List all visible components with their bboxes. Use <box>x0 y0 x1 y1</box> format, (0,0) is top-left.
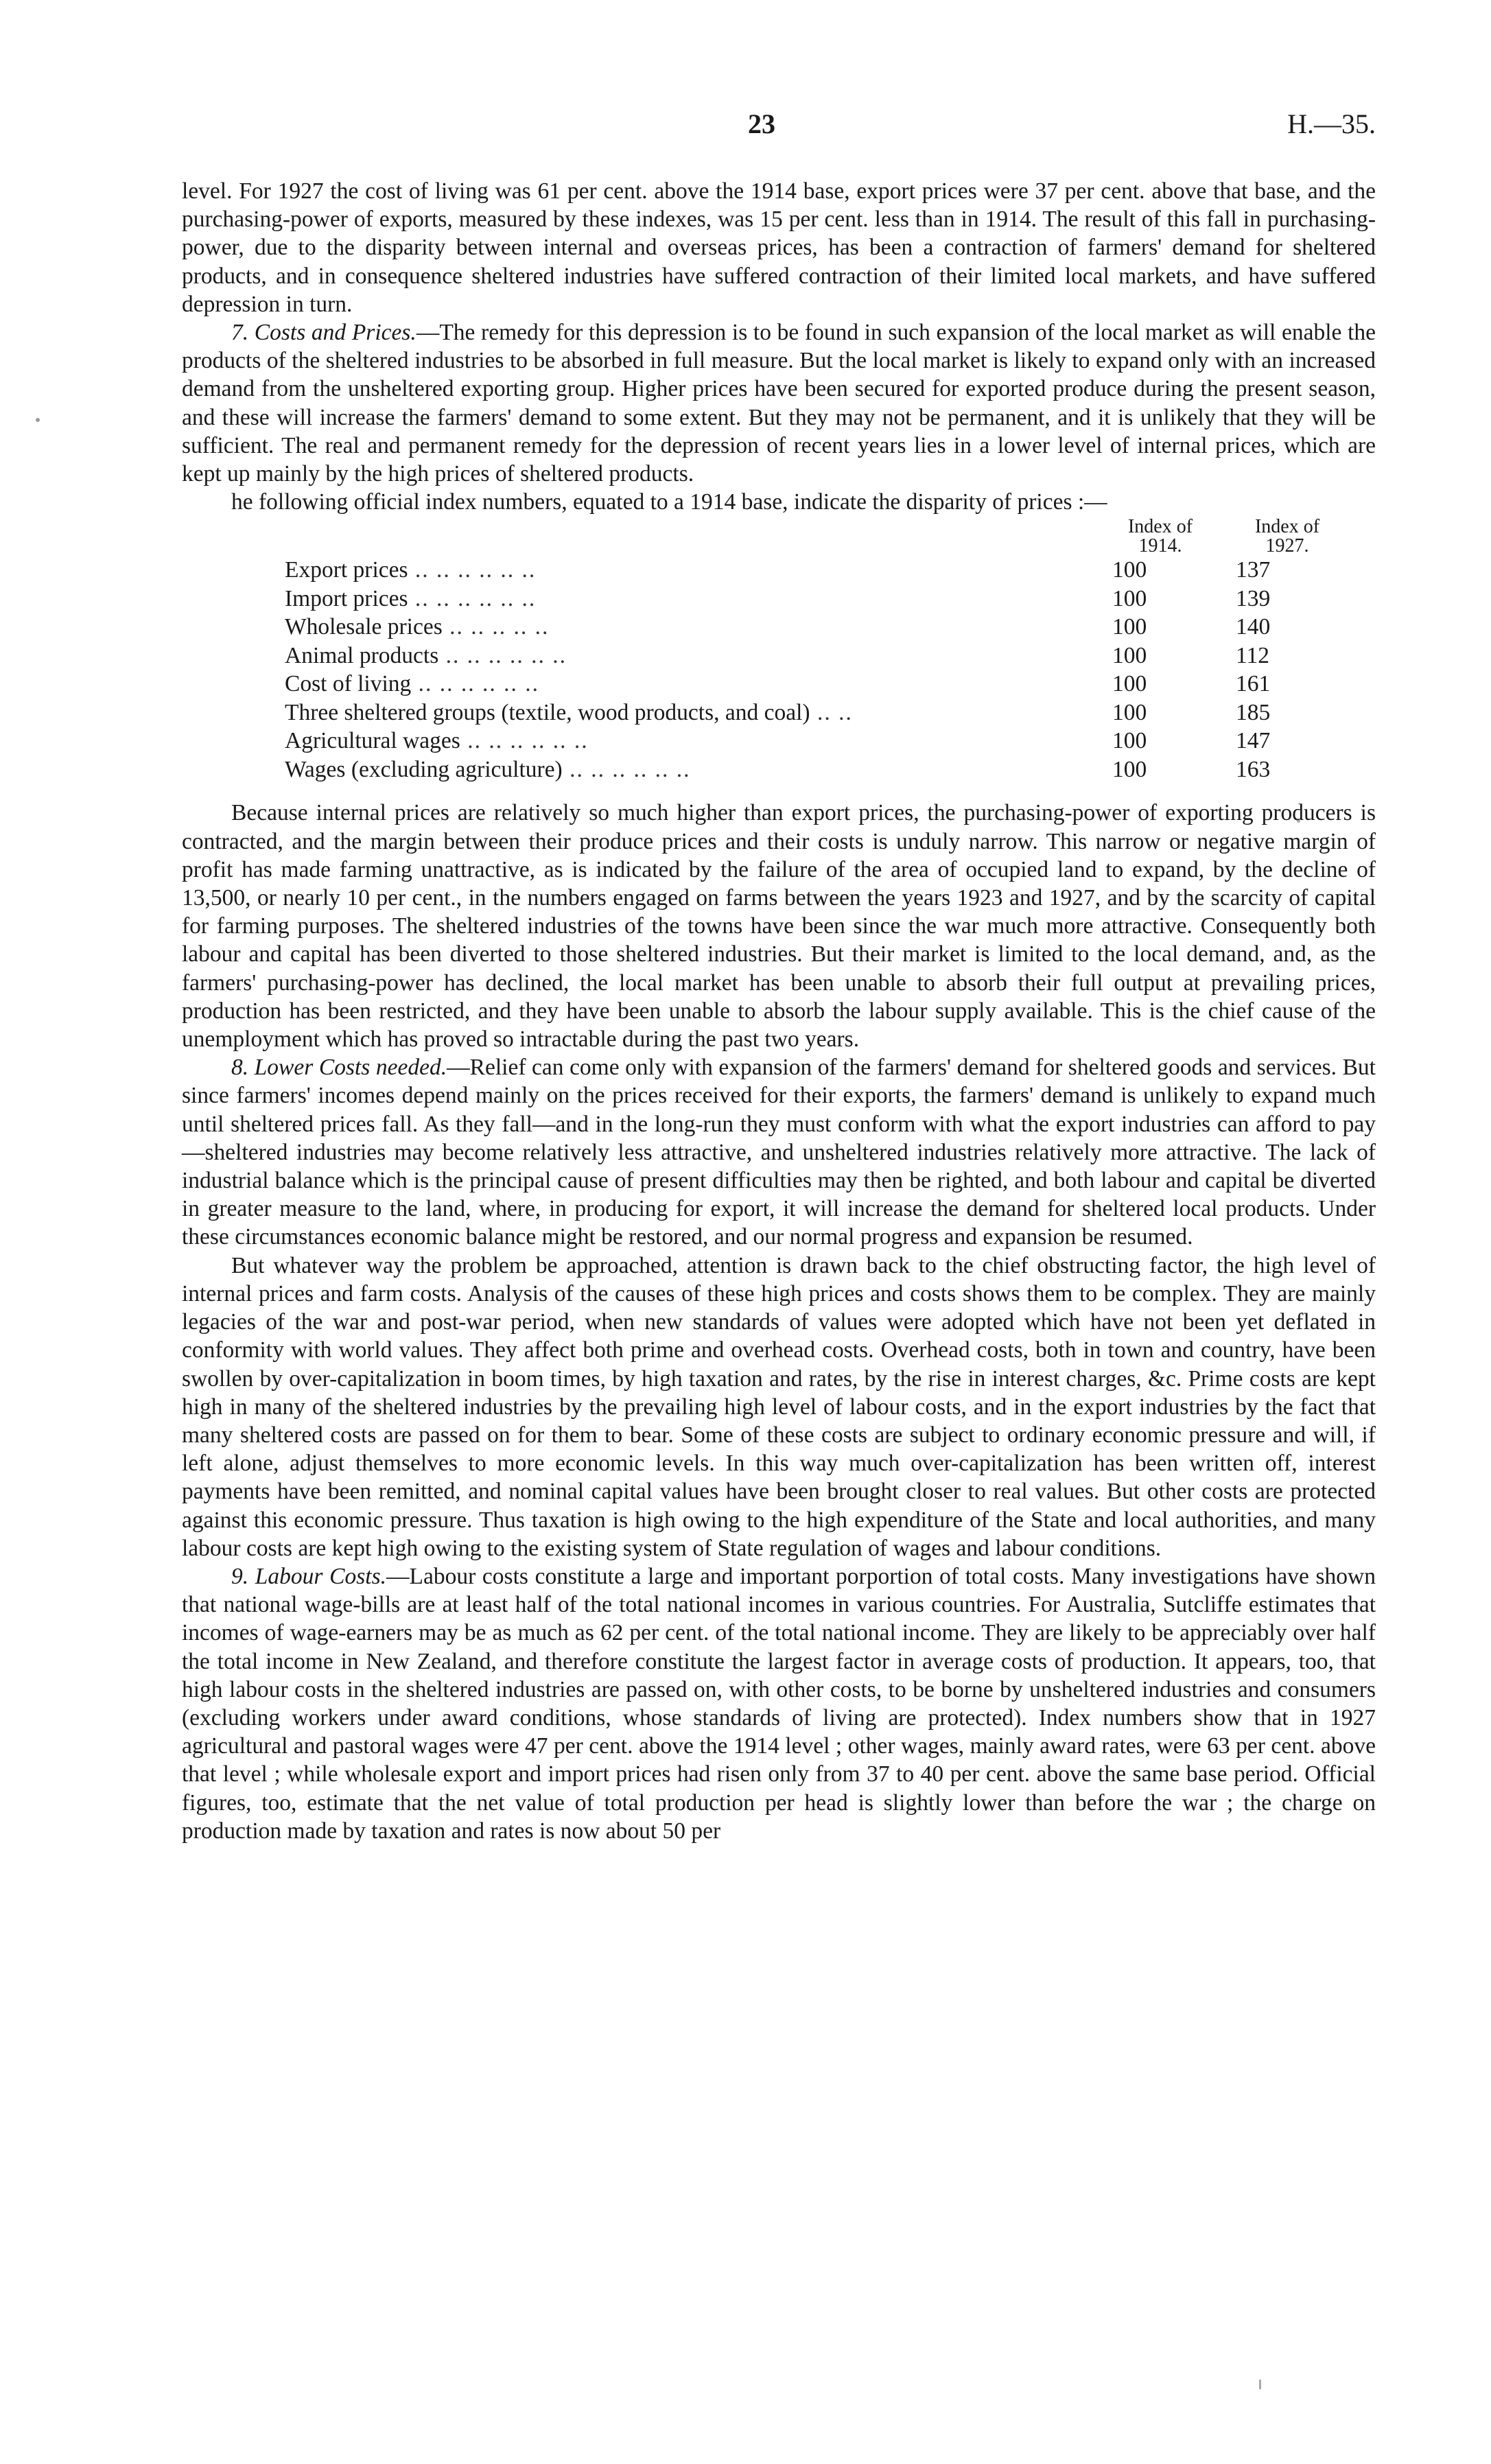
value-1914: 100 <box>1112 756 1147 782</box>
table-row <box>285 556 1339 585</box>
col-header-1914: Index of 1914. <box>1127 516 1193 557</box>
leader-dots: .. .. .. .. .. .. <box>438 642 567 668</box>
table-row <box>285 727 1339 755</box>
value-1927: 139 <box>1236 585 1271 611</box>
section-7-costs-and-prices <box>182 318 1376 488</box>
row-label: Wholesale prices <box>285 614 443 640</box>
section-7-body: —The remedy for this depression is to be found in such expansion of the local market as will enable the products of the sheltered industries to be absorbed in full measure. But the local market is likely to expand only with an increased demand from the unsheltered exporting group. Higher prices have been secured for exported produce during the present season, and these will increase the farmers' demand to some extent. But they may not be permanent, and it is unlikely that they will be sufficient. The real and permanent remedy for the depression of recent years lies in a lower level of internal prices, which are kept up mainly by the high prices of sheltered products. <box>182 320 1376 487</box>
leader-dots: .. .. .. .. .. .. <box>411 671 540 697</box>
document-reference: H.—35. <box>1287 108 1376 139</box>
value-1927: 112 <box>1236 642 1270 668</box>
table-header-row <box>285 517 1339 556</box>
value-1927: 137 <box>1236 557 1271 583</box>
paragraph-whatever: But whatever way the problem be approached, attention is drawn back to the chief obstructing factor, the high level of internal prices and farm costs. Analysis of the causes of these high prices and costs shows them to be complex. They are mainly legacies of the war and post-war period, when new standards of values were adopted which have not been yet deflated in conformity with world values. They affect both prime and overhead costs. Overhead costs, both in town and country, have been swollen by over-capitalization in boom times, by high taxation and rates, by the rise in interest charges, &c. Prime costs are kept high in many of the sheltered industries by the prevailing high level of labour costs, and in the export industries by the fact that many sheltered costs are passed on for them to bear. Some of these costs are subject to ordinary economic pressure and will, if left alone, adjust themselves to more economic levels. In this way much over-capitalization has been written off, interest payments have been remitted, and nominal capital values have been brought closer to real values. But other costs are protected against this economic pressure. Thus taxation is high owing to the high expenditure of the State and local authorities, and many labour costs are kept high owing to the existing system of State regulation of wages and labour conditions. <box>182 1252 1376 1561</box>
value-1914: 100 <box>1112 671 1147 697</box>
value-1927: 161 <box>1236 671 1271 697</box>
section-8-heading: 8. Lower Costs needed. <box>231 1055 447 1081</box>
value-1914: 100 <box>1112 699 1147 725</box>
col-header-1927: Index of 1927. <box>1254 516 1320 557</box>
table-row <box>285 613 1339 642</box>
page-number: 23 <box>748 108 775 139</box>
table-row <box>285 642 1339 670</box>
section-7-heading: 7. Costs and Prices. <box>231 320 416 346</box>
leader-dots: .. .. .. .. .. .. <box>562 756 691 782</box>
section-9-body: —Labour costs constitute a large and important porportion of total costs. Many investigations have shown that national wage-bills are at least half of the total national incomes in various countries. For Australia, Sutcliffe estimates that incomes of wage-earners may be as much as 62 per cent. of the total national income. They are likely to be appreciably over half the total income in New Zealand, and therefore constitute the largest factor in average costs of production. It appears, too, that high labour costs in the sheltered industries are passed on, with other costs, to be borne by unsheltered industries and consumers (excluding workers under award conditions, whose standards of living are protected). Index numbers show that in 1927 agricultural and pastoral wages were 47 per cent. above the 1914 level ; other wages, mainly award rates, were 63 per cent. above that level ; while wholesale export and import prices had risen only from 37 to 40 per cent. above the same base period. Official figures, too, estimate that the net value of total production per head is slightly lower than before the war ; the charge on production made by taxation and rates is now about 50 per <box>182 1563 1376 1844</box>
value-1927: 140 <box>1236 614 1271 640</box>
row-label: Import prices <box>285 585 408 611</box>
leader-dots: .. .. <box>810 699 853 725</box>
price-index-table <box>285 517 1339 784</box>
row-label: Wages (excluding agriculture) <box>285 756 563 782</box>
row-label: Animal products <box>285 642 439 668</box>
margin-speck <box>1259 2380 1261 2389</box>
paragraph-level: level. For 1927 the cost of living was 61 per cent. above the 1914 base, export prices were 37 per cent. above that base, and the purchasing-power of exports, measured by these indexes, was 15 per cent. less than in 1914. The result of this fall in purchasing-power, due to the disparity between internal and overseas prices, has been a contraction of farmers' demand for sheltered products, and in consequence sheltered industries have suffered contraction of their limited local markets, and have suffered depression in turn. <box>182 178 1376 317</box>
table-row <box>285 699 1339 727</box>
value-1914: 100 <box>1112 642 1147 668</box>
leader-dots: .. .. .. .. .. .. <box>408 585 537 611</box>
row-label: Cost of living <box>285 671 412 697</box>
table-row <box>285 585 1339 613</box>
value-1927: 147 <box>1236 728 1271 754</box>
value-1914: 100 <box>1112 585 1147 611</box>
margin-speck <box>36 418 40 422</box>
value-1927: 163 <box>1236 756 1271 782</box>
value-1914: 100 <box>1112 557 1147 583</box>
section-9-heading: 9. Labour Costs. <box>231 1563 386 1589</box>
table-row <box>285 755 1339 784</box>
table-row <box>285 670 1339 699</box>
value-1914: 100 <box>1112 614 1147 640</box>
body-text <box>182 177 1376 1845</box>
leader-dots: .. .. .. .. .. .. <box>408 557 537 583</box>
table-intro: he following official index numbers, equated to a 1914 base, indicate the disparity of prices :— <box>231 489 1107 515</box>
value-1927: 185 <box>1236 699 1271 725</box>
section-8-body: —Relief can come only with expansion of the farmers' demand for sheltered goods and services. But since farmers' incomes depend mainly on the prices received for their exports, the farmers' demand is unlikely to expand much until sheltered prices fall. As they fall—and in the long-run they must conform with what the export industries can afford to pay—sheltered industries may become relatively less attractive, and unsheltered industries relatively more attractive. The lack of industrial balance which is the principal cause of present difficulties may then be righted, and both labour and capital be diverted in greater measure to the land, where, in producing for export, it will increase the demand for sheltered local products. Under these circumstances economic balance might be restored, and our normal progress and expansion be resumed. <box>182 1055 1376 1250</box>
section-9-labour-costs <box>182 1562 1376 1845</box>
row-label: Export prices <box>285 557 408 583</box>
paragraph-because: Because internal prices are relatively so much higher than export prices, the purchasing-power of exporting producers is contracted, and the margin between their produce prices and their costs is unduly narrow. This narrow or negative margin of profit has made farming unattractive, as is indicated by the failure of the area of occupied land to expand, by the decline of 13,500, or nearly 10 per cent., in the numbers engaged on farms between the years 1923 and 1927, and by the scarcity of capital for farming purposes. The sheltered industries of the towns have been since the war much more attractive. Consequently both labour and capital has been diverted to those sheltered industries. But their market is limited to the local demand, and, as the farmers' purchasing-power has declined, the local market has been unable to absorb their full output at prevailing prices, production has been restricted, and they have been unable to absorb the labour supply available. This is the chief cause of the unemployment which has proved so intractable during the past two years. <box>182 800 1376 1053</box>
section-8-lower-costs <box>182 1053 1376 1251</box>
row-label: Three sheltered groups (textile, wood products, and coal) <box>285 699 810 725</box>
row-label: Agricultural wages <box>285 728 460 754</box>
value-1914: 100 <box>1112 728 1147 754</box>
page-header <box>0 110 1491 144</box>
leader-dots: .. .. .. .. .. <box>442 614 550 640</box>
leader-dots: .. .. .. .. .. .. <box>460 728 589 754</box>
